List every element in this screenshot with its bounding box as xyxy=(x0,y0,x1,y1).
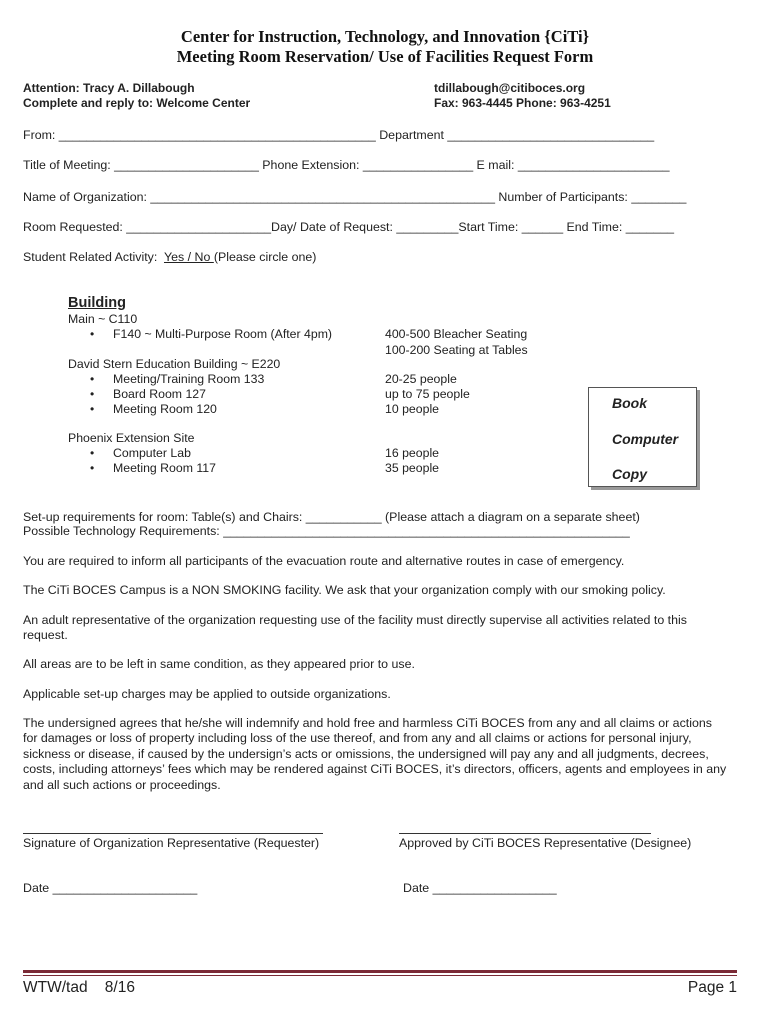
evacuation-paragraph: You are required to inform all participants of the evacuation route and alternative routes in case of emergency. xyxy=(23,554,625,568)
stern-building: David Stern Education Building ~ E220 xyxy=(68,357,281,371)
footer-rule xyxy=(23,970,737,973)
room-f140-capacity: 400-500 Bleacher Seating xyxy=(385,327,528,341)
requester-signature-label: Signature of Organization Representative (Requester) xyxy=(23,836,320,850)
attention-line: Attention: Tracy A. Dillabough xyxy=(23,81,195,95)
footer-rule-thin xyxy=(23,975,737,976)
student-activity-options[interactable]: Yes / No xyxy=(163,250,214,264)
copy-label: Copy xyxy=(612,466,647,482)
supervision-paragraph: An adult representative of the organization requesting use of the facility must directly supervise all activities related to this request. xyxy=(23,613,687,643)
room-requested-field[interactable]: Room Requested: _____________________Day/ Date of Request: _________Start Time: ______ End Time: _______ xyxy=(23,220,674,234)
room-117: Meeting Room 117 xyxy=(113,461,216,475)
room-127: Board Room 127 xyxy=(113,387,206,401)
office-use-box xyxy=(588,387,697,487)
student-activity-note: (Please circle one) xyxy=(213,250,317,264)
smoking-paragraph: The CiTi BOCES Campus is a NON SMOKING facility. We ask that your organization comply with our smoking policy. xyxy=(23,583,666,597)
approver-signature-label: Approved by CiTi BOCES Representative (Designee) xyxy=(399,836,692,850)
from-field[interactable]: From: ______________________________________________ Department ______________________________ xyxy=(23,128,655,142)
room-133: Meeting/Training Room 133 xyxy=(113,372,265,386)
student-activity-label: Student Related Activity: xyxy=(23,250,158,264)
charges-paragraph: Applicable set-up charges may be applied to outside organizations. xyxy=(23,687,391,701)
computer-label: Computer xyxy=(612,431,679,447)
title-meeting-field[interactable]: Title of Meeting: _____________________ Phone Extension: ________________ E mail: ______________________ xyxy=(23,158,670,172)
bullet-icon: • xyxy=(90,446,95,460)
requester-signature-line[interactable] xyxy=(23,833,323,834)
bullet-icon: • xyxy=(90,372,95,386)
form-title-line2: Meeting Room Reservation/ Use of Facilities Request Form xyxy=(176,47,594,66)
contact-email: tdillabough@citiboces.org xyxy=(434,81,586,95)
main-building: Main ~ C110 xyxy=(68,312,138,326)
requester-date-field[interactable]: Date _____________________ xyxy=(23,881,198,895)
room-f140-capacity-tables: 100-200 Seating at Tables xyxy=(385,343,528,357)
condition-paragraph: All areas are to be left in same condition, as they appeared prior to use. xyxy=(23,657,415,671)
bullet-icon: • xyxy=(90,387,95,401)
page-number: Page 1 xyxy=(687,979,737,996)
contact-fax-phone: Fax: 963-4445 Phone: 963-4251 xyxy=(434,96,611,110)
room-127-capacity: up to 75 people xyxy=(385,387,470,401)
room-computer-lab: Computer Lab xyxy=(113,446,191,460)
room-120-capacity: 10 people xyxy=(385,402,440,416)
organization-field[interactable]: Name of Organization: __________________________________________________ Number of Participants: ________ xyxy=(23,190,687,204)
bullet-icon: • xyxy=(90,402,95,416)
footer-revision: WTW/tad 8/16 xyxy=(23,979,135,996)
approver-signature-line[interactable] xyxy=(399,833,651,834)
room-133-capacity: 20-25 people xyxy=(385,372,457,386)
technology-requirements-field[interactable]: Possible Technology Requirements: ___________________________________________________________ xyxy=(23,524,630,538)
room-117-capacity: 35 people xyxy=(385,461,440,475)
room-f140: F140 ~ Multi-Purpose Room (After 4pm) xyxy=(113,327,333,341)
setup-requirements-field[interactable]: Set-up requirements for room: Table(s) and Chairs: ___________ (Please attach a diagram on a separate sheet) xyxy=(23,510,640,524)
complete-reply-line: Complete and reply to: Welcome Center xyxy=(23,96,251,110)
bullet-icon: • xyxy=(90,461,95,475)
room-120: Meeting Room 120 xyxy=(113,402,217,416)
building-heading: Building xyxy=(68,295,126,311)
form-title-line1: Center for Instruction, Technology, and Innovation {CiTi} xyxy=(180,27,590,46)
book-label: Book xyxy=(612,395,647,411)
room-computer-lab-capacity: 16 people xyxy=(385,446,440,460)
bullet-icon: • xyxy=(90,327,95,341)
phoenix-site: Phoenix Extension Site xyxy=(68,431,195,445)
indemnify-paragraph: The undersigned agrees that he/she will indemnify and hold free and harmless CiTi BOCES from any and all claims or actions for damages or loss of property including loss of the use thereof, and from any and all claims or actions for personal injury, sickness or disease, if caused by the undersign’s acts or omissions, the undersigned will pay any and all judgments, decrees, costs, including attorneys’ fees which may be rendered against CiTi BOCES, it’s directors, officers, agents and employees in any and all such actions or proceedings. xyxy=(23,716,727,792)
student-activity-field[interactable] xyxy=(23,250,316,264)
approver-date-field[interactable]: Date __________________ xyxy=(403,881,557,895)
